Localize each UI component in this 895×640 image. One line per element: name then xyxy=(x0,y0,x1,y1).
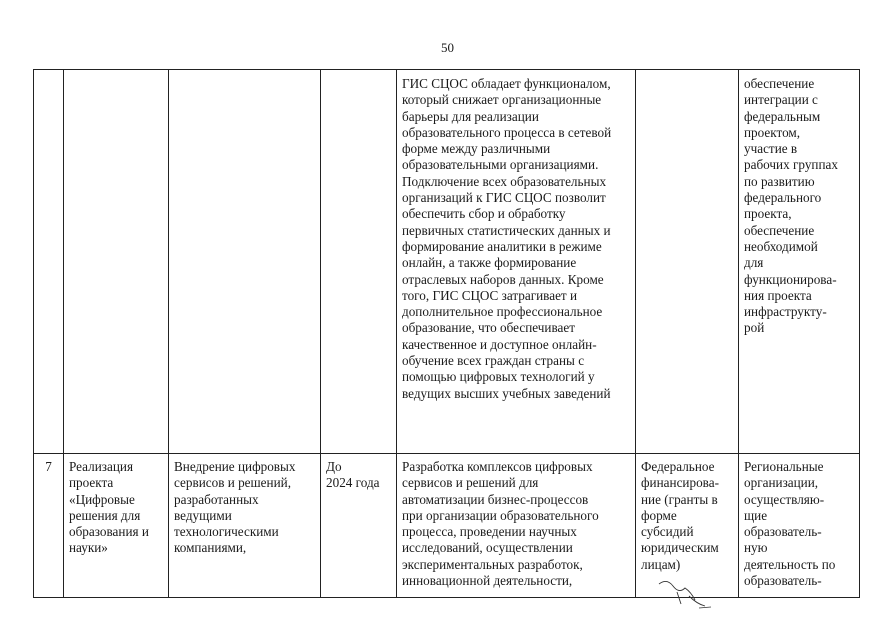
table-row-continuation xyxy=(34,70,860,454)
cell-text: ГИС СЦОС обладает функционалом, который снижает организационные барьеры для реализации образовательного процесса в сетевой форме между различными образовательными организациями. Подключение всех образовательных организаций к ГИС СЦОС позволит обеспечить сбор и обработку первичных статистических данных и формирование аналитики в режиме онлайн, а также формирование отраслевых наборов данных. Кроме того, ГИС СЦОС затрагивает и дополнительное профессиональное образование, что обеспечивает качественное и доступное онлайн-обучение всех граждан страны с помощью цифровых технологий у ведущих высших учебных заведений xyxy=(402,76,612,401)
cell-text: 7 xyxy=(45,459,52,474)
cell-text: Внедрение цифровых сервисов и решений, разработанных ведущими технологическими компаниями, xyxy=(174,459,296,556)
cell-text: Региональные организации, осуществляю- щие образователь- ную деятельность по образователь- xyxy=(744,459,836,589)
cell-participants xyxy=(739,70,860,454)
cell-description xyxy=(397,70,636,454)
cell-text: Федеральное финансирова- ние (гранты в форме субсидий юридическим лицам) xyxy=(641,459,719,572)
page-number: 50 xyxy=(441,40,454,55)
cell-text: обеспечение интеграции с федеральным проектом, участие в рабочих группах по развитию федерального проекта, обеспечение необходимой для функционирова- ния проекта инфраструкту- рой xyxy=(744,76,838,336)
cell-number xyxy=(34,70,64,454)
cell-participants xyxy=(739,454,860,598)
table-row-7 xyxy=(34,454,860,598)
cell-project xyxy=(64,70,169,454)
cell-funding xyxy=(636,70,739,454)
cell-activity xyxy=(169,454,321,598)
cell-deadline xyxy=(321,70,397,454)
cell-deadline xyxy=(321,454,397,598)
cell-description xyxy=(397,454,636,598)
cell-text: Разработка комплексов цифровых сервисов и решений для автоматизации бизнес-процессов при организации образовательного процесса, проведении научных исследований, осуществлении экспериментальных разработок, инновационной деятельности, xyxy=(402,459,599,589)
document-table xyxy=(33,69,860,598)
cell-number xyxy=(34,454,64,598)
cell-text: До 2024 года xyxy=(326,459,380,491)
cell-project xyxy=(64,454,169,598)
cell-text: Реализация проекта «Цифровые решения для образования и науки» xyxy=(69,459,149,556)
signature-scribble xyxy=(655,570,715,610)
cell-activity xyxy=(169,70,321,454)
